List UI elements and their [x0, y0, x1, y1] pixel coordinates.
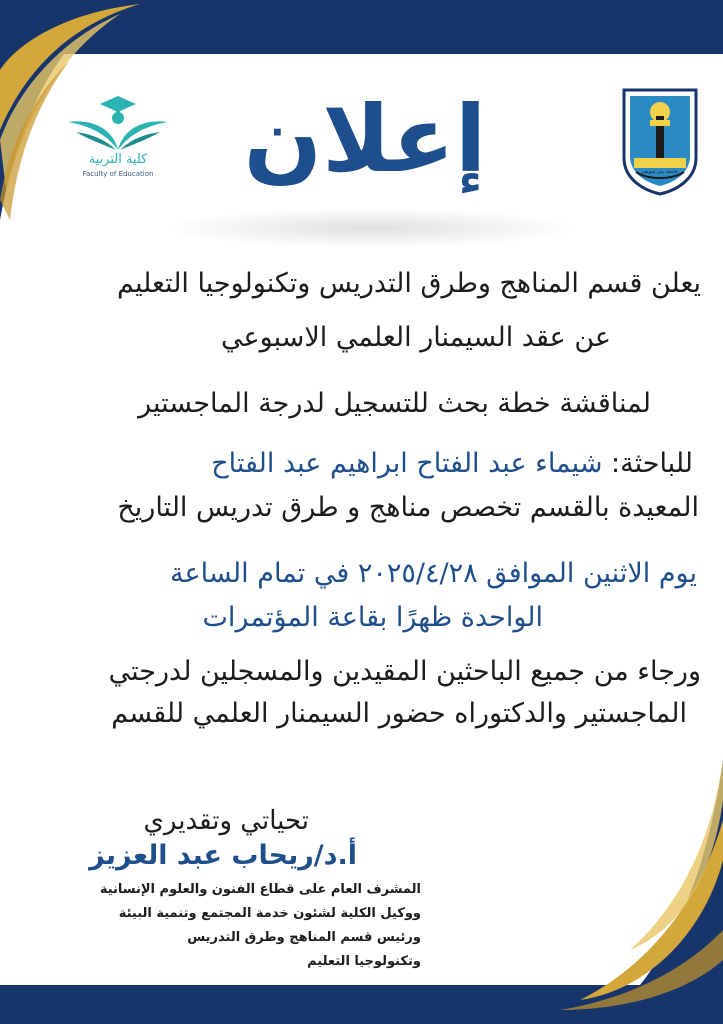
- faculty-name-en: Faculty of Education: [82, 170, 154, 178]
- announce-line-1: يعلن قسم المناهج وطرق التدريس وتكنولوجيا التعليم: [116, 268, 701, 299]
- researcher-line: [211, 448, 693, 479]
- university-logo-label: جامعة بني سويف: [642, 169, 678, 175]
- researcher-role: المعيدة بالقسم تخصص مناهج و طرق تدريس التاريخ: [117, 492, 699, 523]
- faculty-name-ar: كلية التربية: [88, 152, 148, 167]
- date-line-1: يوم الاثنين الموافق ٢٠٢٥/٤/٢٨ في تمام الساعة: [170, 558, 697, 589]
- signature-greeting: تحياتي وتقديري: [143, 806, 309, 836]
- faculty-logo-mark: [62, 92, 174, 152]
- announce-line-3: لمناقشة خطة بحث للتسجيل لدرجة الماجستير: [138, 388, 651, 419]
- announce-line-2: عن عقد السيمنار العلمي الاسبوعي: [221, 322, 611, 353]
- university-shield-icon: [620, 84, 700, 196]
- title-shadow: [160, 208, 580, 248]
- signature-title-1: المشرف العام على قطاع الفنون والعلوم الإنسانية: [99, 882, 421, 897]
- page-title: إعلان: [243, 86, 487, 193]
- researcher-prefix: للباحثة:: [611, 448, 693, 479]
- faculty-logo: [62, 92, 174, 184]
- signature-title-3: ورئيس قسم المناهج وطرق التدريس: [187, 930, 421, 945]
- invite-line-1: ورجاء من جميع الباحثين المقيدين والمسجلين لدرجتي: [108, 656, 701, 687]
- university-logo: [620, 84, 700, 196]
- signature-title-4: وتكنولوجيا التعليم: [307, 954, 421, 969]
- signature-name: أ.د/ريحاب عبد العزيز: [89, 840, 357, 871]
- date-line-2: الواحدة ظهرًا بقاعة المؤتمرات: [202, 602, 543, 633]
- invite-line-2: الماجستير والدكتوراه حضور السيمنار العلمي للقسم: [111, 698, 687, 729]
- researcher-name: شيماء عبد الفتاح ابراهيم عبد الفتاح: [211, 448, 603, 479]
- signature-title-2: ووكيل الكلية لشئون خدمة المجتمع وتنمية البيئة: [118, 906, 421, 921]
